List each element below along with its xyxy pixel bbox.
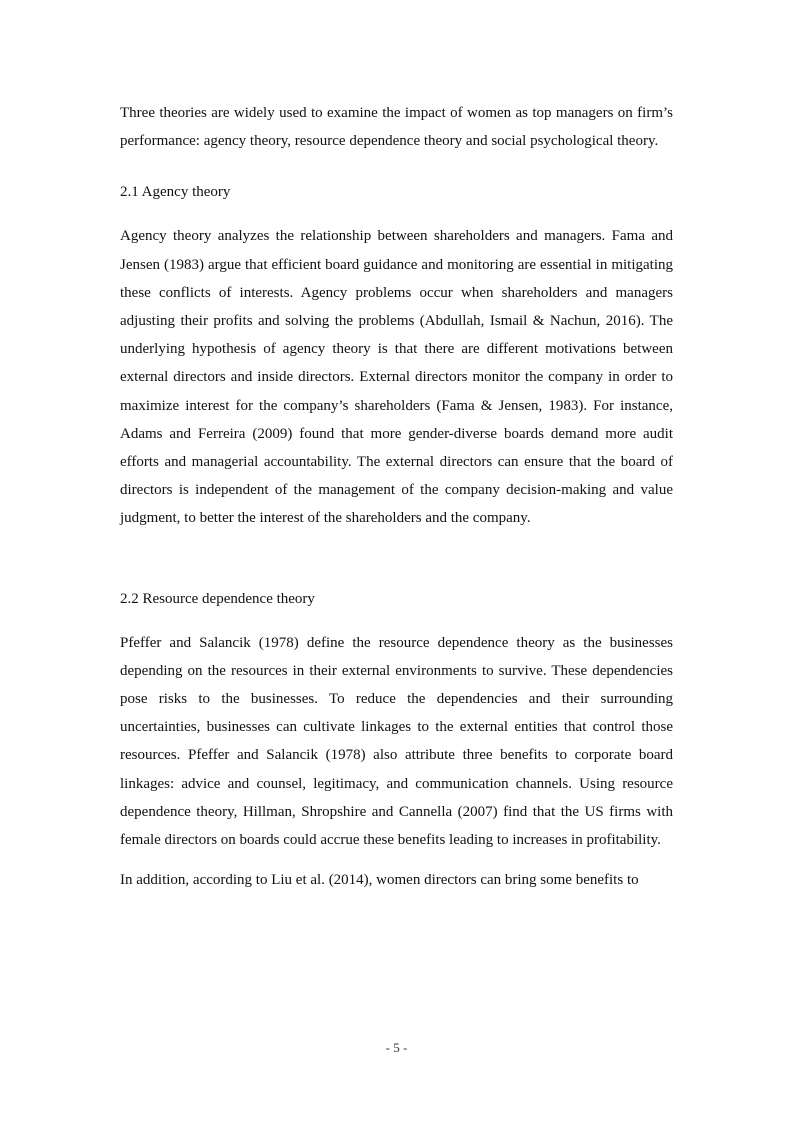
section-heading-resource-dependence-theory: 2.2 Resource dependence theory [120,590,315,607]
resource-dependence-paragraph: Pfeffer and Salancik (1978) define the resource dependence theory as the businesses depending on the resources in their external environments to survive. These dependencies pose risks to the businesses. To reduce the dependencies and their surrounding uncertainties, businesses can cultivate linkages to the external entities that control those resources. Pfeffer and Salancik (1978) also attribute three benefits to corporate board linkages: advice and counsel, legitimacy, and communication channels. Using resource dependence theory, Hillman, Shropshire and Cannella (2007) find that the US firms with female directors on boards could accrue these benefits leading to increases in profitability. [120,634,673,849]
intro-paragraph: Three theories are widely used to examine the impact of women as top managers on firm’s performance: agency theory, resource dependence theory and social psychological theory. [120,105,673,150]
page-body [120,99,673,894]
page-number: - 5 - [385,1040,408,1055]
agency-theory-paragraph: Agency theory analyzes the relationship between shareholders and managers. Fama and Jensen (1983) argue that efficient board guidance and monitoring are essential in mitigating these conflicts of interests. Agency problems occur when shareholders and managers adjusting their profits and solving the problems (Abdullah, Ismail & Nachun, 2016). The underlying hypothesis of agency theory is that there are different motivations between external directors and inside directors. External directors monitor the company in order to maximize interest for the company’s shareholders (Fama & Jensen, 1983). For instance, Adams and Ferreira (2009) found that more gender-diverse boards demand more audit efforts and managerial accountability. The external directors can ensure that the board of directors is independent of the management of the company decision-making and value judgment, to better the interest of the shareholders and the company. [120,228,673,527]
section-heading-agency-theory: 2.1 Agency theory [120,184,231,201]
continuation-paragraph: In addition, according to Liu et al. (2014), women directors can bring some benefits to [120,872,639,889]
